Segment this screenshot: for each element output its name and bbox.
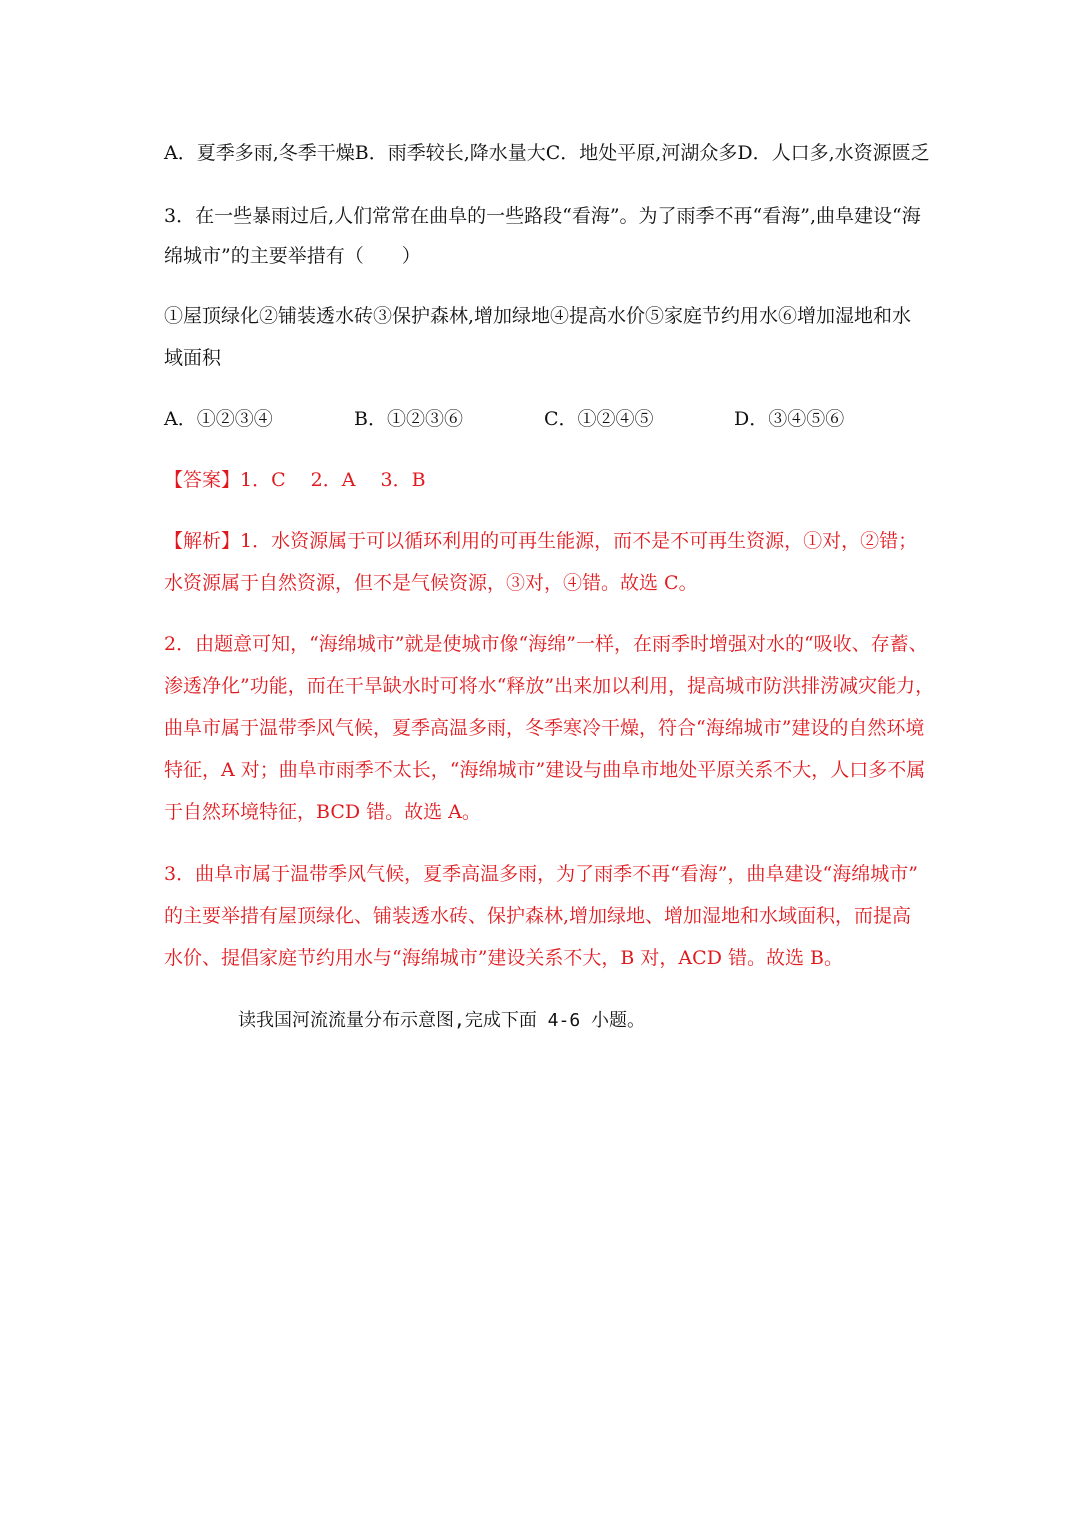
answer-line (164, 467, 426, 493)
analysis-tag: 【解析】 (164, 530, 241, 552)
q3-option-b: B．①②③⑥ (354, 408, 463, 430)
q3-stem-line-2: 绵城市”的主要举措有（ ） (164, 245, 421, 267)
analysis-p2-line-5: 于自然环境特征，BCD 错。故选 A。 (164, 801, 481, 823)
analysis-p2-line-4: 特征，A 对；曲阜市雨季不太长，“海绵城市”建设与曲阜市地处平原关系不大，人口多不属 (164, 759, 926, 781)
analysis-p3-line-2: 的主要举措有屋顶绿化、铺装透水砖、保护森林,增加绿地、增加湿地和水域面积，而提高 (164, 905, 912, 927)
q3-items-line-2: 域面积 (164, 347, 222, 369)
q3-option-a: A．①②③④ (164, 408, 273, 430)
analysis-p2-line-1: 2．由题意可知，“海绵城市”就是使城市像“海绵”一样，在雨季时增强对水的“吸收、存蓄、 (164, 633, 928, 655)
q3-option-c: C．①②④⑤ (544, 408, 654, 430)
analysis-p1-line-1: 1．水资源属于可以循环利用的可再生能源，而不是不可再生资源，①对，②错； (240, 530, 918, 552)
analysis-p3-line-1: 3．曲阜市属于温带季风气候，夏季高温多雨，为了雨季不再“看海”，曲阜建设“海绵城市” (164, 863, 918, 885)
analysis-p2-line-2: 渗透净化”功能，而在干旱缺水时可将水“释放”出来加以利用，提高城市防洪排涝减灾能力， (164, 675, 935, 697)
analysis-p3-line-3: 水价、提倡家庭节约用水与“海绵城市”建设关系不大，B 对，ACD 错。故选 B。 (164, 947, 843, 969)
q3-option-d: D．③④⑤⑥ (734, 408, 845, 430)
answer-tag: 【答案】 (164, 469, 241, 491)
next-section-intro: 读我国河流流量分布示意图,完成下面 4-6 小题。 (238, 1010, 646, 1031)
answer-text: 1．C 2．A 3．B (240, 469, 426, 491)
q2-options-line: A．夏季多雨,冬季干燥B．雨季较长,降水量大C．地处平原,河湖众多D．人口多,水资源匮乏 (164, 142, 930, 164)
analysis-p2-line-3: 曲阜市属于温带季风气候，夏季高温多雨，冬季寒冷干燥，符合“海绵城市”建设的自然环境 (164, 717, 925, 739)
q3-items-line-1: ①屋顶绿化②铺装透水砖③保护森林,增加绿地④提高水价⑤家庭节约用水⑥增加湿地和水 (164, 305, 912, 327)
analysis-p1-line-2: 水资源属于自然资源，但不是气候资源，③对，④错。故选 C。 (164, 572, 698, 594)
q3-stem-line-1: 3．在一些暴雨过后,人们常常在曲阜的一些路段“看海”。为了雨季不再“看海”,曲阜建设“海 (164, 205, 921, 227)
analysis-line-1 (164, 528, 917, 554)
